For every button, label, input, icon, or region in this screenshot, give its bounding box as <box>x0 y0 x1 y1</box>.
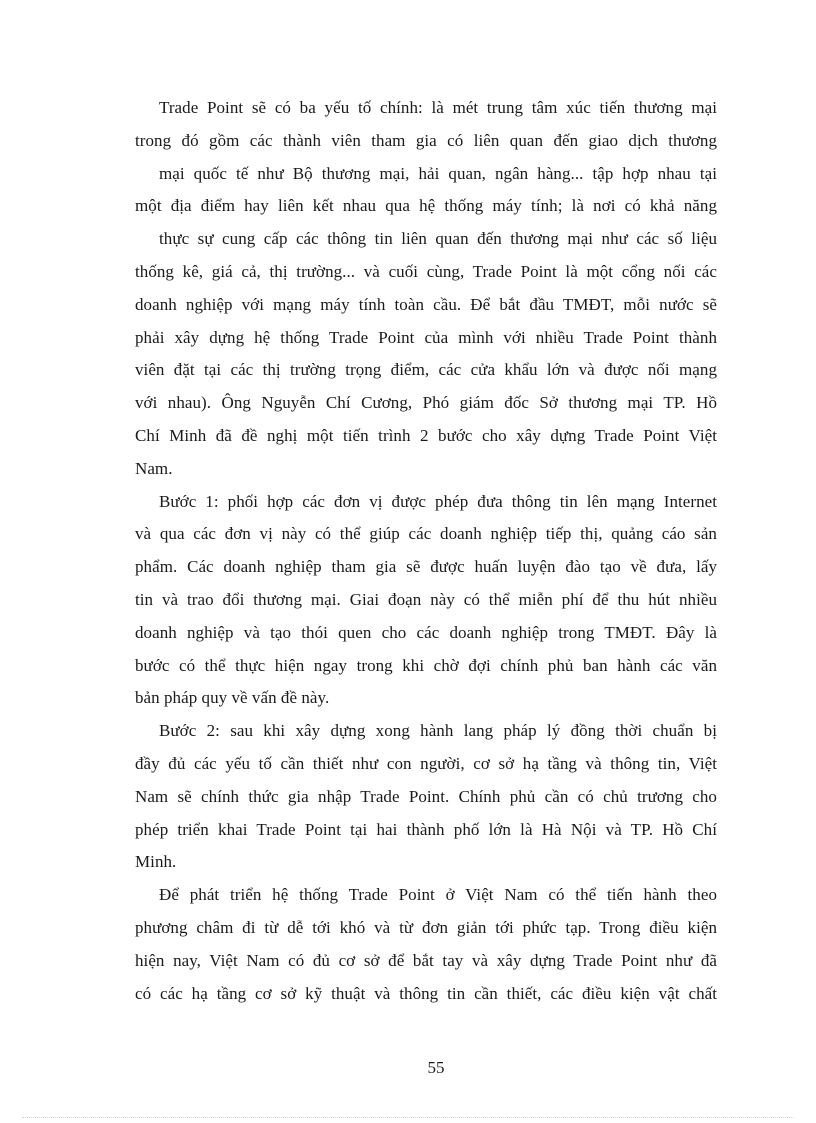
text-line: với nhau). Ông Nguyễn Chí Cương, Phó giám đốc Sở thương mại TP. Hồ <box>135 393 717 413</box>
text-line: tin và trao đổi thương mại. Giai đoạn này có thể miễn phí để thu hút nhiều <box>135 589 717 609</box>
text-line: Bước 1: phối hợp các đơn vị được phép đưa thông tin lên mạng Internet <box>159 491 717 511</box>
text-line: Nam sẽ chính thức gia nhập Trade Point. Chính phủ cần có chủ trương cho <box>135 786 717 806</box>
body-text <box>135 92 717 1010</box>
text-line: doanh nghiệp với mạng máy tính toàn cầu. Để bắt đầu TMĐT, mỗi nước sẽ <box>135 294 717 314</box>
page-number-label: 55 <box>427 1058 445 1077</box>
text-line: Nam. <box>135 458 173 478</box>
text-line: một địa điểm hay liên kết nhau qua hệ thống máy tính; là nơi có khả năng <box>135 196 717 216</box>
text-line: Chí Minh đã đề nghị một tiến trình 2 bước cho xây dựng Trade Point Việt <box>135 425 717 445</box>
text-line: viên đặt tại các thị trường trọng điểm, các cửa khẩu lớn và được nối mạng <box>135 360 717 380</box>
text-line: trong đó gồm các thành viên tham gia có liên quan đến giao dịch thương <box>135 130 717 150</box>
text-line: phải xây dựng hệ thống Trade Point của mình với nhiều Trade Point thành <box>135 327 717 347</box>
page-number <box>28 1056 816 1080</box>
text-line: bản pháp quy về vấn đề này. <box>135 688 330 708</box>
text-line: Minh. <box>135 852 177 872</box>
text-line: Bước 2: sau khi xây dựng xong hành lang pháp lý đồng thời chuẩn bị <box>159 721 717 741</box>
text-line: mại quốc tế như Bộ thương mại, hải quan, ngân hàng... tập hợp nhau tại <box>159 163 717 183</box>
text-line: phương châm đi từ dễ tới khó và từ đơn giản tới phức tạp. Trong điều kiện <box>135 917 717 937</box>
text-line: phép triển khai Trade Point tại hai thành phố lớn là Hà Nội và TP. Hồ Chí <box>135 819 717 839</box>
text-line: Trade Point sẽ có ba yếu tố chính: là mét trung tâm xúc tiến thương mại <box>159 98 717 117</box>
text-line: Để phát triển hệ thống Trade Point ở Việt Nam có thể tiến hành theo <box>159 885 717 905</box>
text-line: hiện nay, Việt Nam có đủ cơ sở để bắt tay và xây dựng Trade Point như đã <box>135 950 717 970</box>
text-line: có các hạ tầng cơ sở kỹ thuật và thông tin cần thiết, các điều kiện vật chất <box>135 983 717 1003</box>
text-line: thống kê, giá cả, thị trường... và cuối cùng, Trade Point là một cổng nối các <box>135 261 717 281</box>
text-line: doanh nghiệp và tạo thói quen cho các doanh nghiệp trong TMĐT. Đây là <box>135 622 717 642</box>
text-line: thực sự cung cấp các thông tin liên quan đến thương mại như các số liệu <box>159 229 717 249</box>
text-line: bước có thể thực hiện ngay trong khi chờ đợi chính phủ ban hành các văn <box>135 655 717 675</box>
text-line: và qua các đơn vị này có thể giúp các doanh nghiệp tiếp thị, quảng cáo sản <box>135 524 717 544</box>
text-line: phẩm. Các doanh nghiệp tham gia sẽ được huấn luyện đào tạo về đưa, lấy <box>135 557 717 577</box>
page-bottom-divider <box>22 1117 794 1118</box>
text-line: đầy đủ các yếu tố cần thiết như con người, cơ sở hạ tầng và thông tin, Việt <box>135 753 717 773</box>
